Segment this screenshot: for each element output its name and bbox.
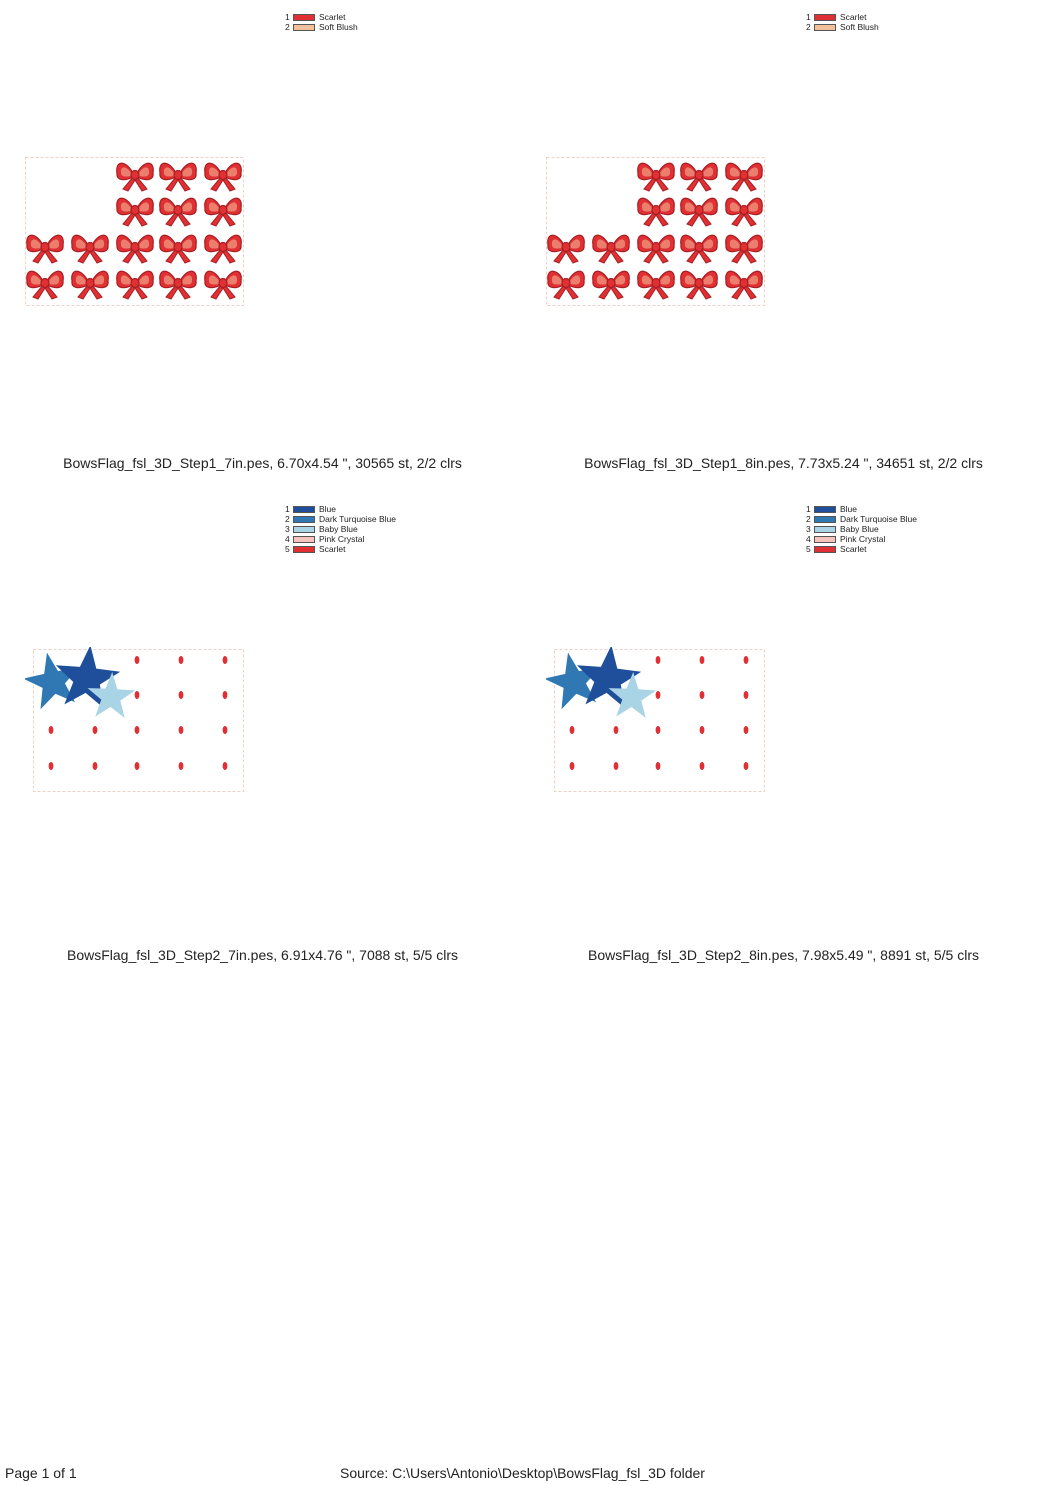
legend-color-name: Scarlet — [319, 12, 346, 22]
design-preview — [546, 647, 768, 799]
design-caption: BowsFlag_fsl_3D_Step1_8in.pes, 7.73x5.24 ", 34651 st, 2/2 clrs — [584, 455, 983, 471]
legend-color-name: Dark Turquoise Blue — [319, 514, 397, 524]
color-swatch — [293, 526, 315, 533]
bows-design — [25, 155, 247, 307]
legend-number: 4 — [285, 534, 290, 544]
legend-row — [285, 534, 396, 544]
legend-number: 1 — [806, 12, 811, 22]
dot-icon — [179, 726, 184, 734]
legend-row — [285, 524, 396, 534]
color-swatch — [293, 546, 315, 553]
bow-icon — [205, 235, 242, 263]
legend-color-name: Pink Crystal — [319, 534, 365, 544]
color-swatch — [293, 14, 315, 21]
legend-row — [806, 22, 879, 32]
legend-color-name: Blue — [319, 504, 337, 514]
legend-color-name: Scarlet — [840, 12, 867, 22]
bow-icon — [160, 235, 197, 263]
color-swatch — [814, 526, 836, 533]
bow-icon — [726, 235, 763, 263]
bow-icon — [726, 163, 763, 191]
bow-icon — [27, 271, 64, 299]
bow-icon — [726, 271, 763, 299]
dot-icon — [700, 762, 705, 770]
color-swatch — [293, 536, 315, 543]
dot-icon — [49, 726, 54, 734]
dot-icon — [614, 726, 619, 734]
legend-number: 1 — [806, 504, 811, 514]
legend-row — [285, 544, 396, 554]
design-preview — [25, 647, 247, 799]
legend-number: 4 — [806, 534, 811, 544]
bow-icon — [72, 235, 109, 263]
bow-icon — [681, 235, 718, 263]
dot-icon — [700, 691, 705, 699]
bow-icon — [638, 198, 675, 226]
bow-icon — [160, 271, 197, 299]
dot-icon — [179, 762, 184, 770]
design-preview — [25, 155, 247, 307]
dot-icon — [223, 762, 228, 770]
legend-number: 3 — [806, 524, 811, 534]
dot-icon — [744, 691, 749, 699]
color-swatch — [814, 14, 836, 21]
source-path: Source: C:\Users\Antonio\Desktop\BowsFlag_fsl_3D folder — [340, 1465, 705, 1481]
legend-number: 5 — [806, 544, 811, 554]
dot-icon — [135, 691, 140, 699]
color-legend — [285, 12, 358, 32]
color-swatch — [814, 24, 836, 31]
bow-icon — [681, 198, 718, 226]
legend-row — [285, 504, 396, 514]
design-caption: BowsFlag_fsl_3D_Step1_7in.pes, 6.70x4.54 ", 30565 st, 2/2 clrs — [63, 455, 462, 471]
legend-color-name: Pink Crystal — [840, 534, 886, 544]
design-cell — [0, 492, 525, 982]
dot-icon — [179, 691, 184, 699]
bow-icon — [726, 198, 763, 226]
dot-icon — [135, 726, 140, 734]
stars-design — [25, 647, 247, 799]
legend-color-name: Blue — [840, 504, 858, 514]
legend-number: 2 — [285, 514, 290, 524]
bow-icon — [72, 271, 109, 299]
bow-icon — [681, 271, 718, 299]
legend-color-name: Baby Blue — [840, 524, 879, 534]
color-swatch — [293, 506, 315, 513]
dot-icon — [135, 762, 140, 770]
color-legend — [806, 12, 879, 32]
bow-icon — [117, 198, 154, 226]
legend-color-name: Soft Blush — [840, 22, 879, 32]
dot-icon — [223, 726, 228, 734]
legend-color-name: Scarlet — [840, 544, 867, 554]
bow-icon — [681, 163, 718, 191]
design-preview — [546, 155, 768, 307]
bow-icon — [117, 271, 154, 299]
dot-icon — [93, 726, 98, 734]
legend-number: 1 — [285, 12, 290, 22]
legend-number: 5 — [285, 544, 290, 554]
legend-number: 2 — [806, 514, 811, 524]
legend-number: 2 — [285, 22, 290, 32]
legend-number: 2 — [806, 22, 811, 32]
legend-color-name: Dark Turquoise Blue — [840, 514, 918, 524]
bow-icon — [638, 271, 675, 299]
design-cell — [521, 492, 1046, 982]
legend-color-name: Soft Blush — [319, 22, 358, 32]
design-cell — [521, 0, 1046, 490]
legend-row — [285, 22, 358, 32]
dot-icon — [656, 726, 661, 734]
design-caption: BowsFlag_fsl_3D_Step2_8in.pes, 7.98x5.49 ", 8891 st, 5/5 clrs — [588, 947, 979, 963]
dot-icon — [223, 691, 228, 699]
bow-icon — [117, 163, 154, 191]
legend-row — [806, 534, 917, 544]
dot-icon — [570, 762, 575, 770]
legend-color-name: Scarlet — [319, 544, 346, 554]
bow-icon — [638, 235, 675, 263]
dot-icon — [744, 762, 749, 770]
dot-icon — [223, 656, 228, 664]
bow-icon — [593, 271, 630, 299]
bow-icon — [205, 271, 242, 299]
dot-icon — [656, 691, 661, 699]
legend-number: 1 — [285, 504, 290, 514]
dot-icon — [179, 656, 184, 664]
dot-icon — [49, 762, 54, 770]
bow-icon — [160, 163, 197, 191]
color-swatch — [814, 536, 836, 543]
dot-icon — [570, 726, 575, 734]
color-legend — [806, 504, 917, 554]
bow-icon — [205, 198, 242, 226]
dot-icon — [700, 656, 705, 664]
dot-icon — [614, 762, 619, 770]
legend-color-name: Baby Blue — [319, 524, 358, 534]
legend-row — [806, 524, 917, 534]
color-swatch — [293, 24, 315, 31]
dot-icon — [656, 762, 661, 770]
bow-icon — [593, 235, 630, 263]
legend-row — [806, 514, 917, 524]
bow-icon — [548, 235, 585, 263]
dot-icon — [700, 726, 705, 734]
legend-row — [806, 504, 917, 514]
design-cell — [0, 0, 525, 490]
color-swatch — [814, 516, 836, 523]
color-swatch — [293, 516, 315, 523]
design-caption: BowsFlag_fsl_3D_Step2_7in.pes, 6.91x4.76 ", 7088 st, 5/5 clrs — [67, 947, 458, 963]
color-swatch — [814, 546, 836, 553]
dot-icon — [656, 656, 661, 664]
legend-row — [285, 12, 358, 22]
color-swatch — [814, 506, 836, 513]
legend-row — [806, 12, 879, 22]
bows-design — [546, 155, 768, 307]
dot-icon — [135, 656, 140, 664]
legend-row — [806, 544, 917, 554]
bow-icon — [205, 163, 242, 191]
dot-icon — [744, 726, 749, 734]
stars-design — [546, 647, 768, 799]
bow-icon — [638, 163, 675, 191]
page-number: Page 1 of 1 — [5, 1465, 77, 1481]
legend-number: 3 — [285, 524, 290, 534]
bow-icon — [27, 235, 64, 263]
dot-icon — [93, 762, 98, 770]
bow-icon — [160, 198, 197, 226]
bow-icon — [117, 235, 154, 263]
legend-row — [285, 514, 396, 524]
color-legend — [285, 504, 396, 554]
bow-icon — [548, 271, 585, 299]
dot-icon — [744, 656, 749, 664]
